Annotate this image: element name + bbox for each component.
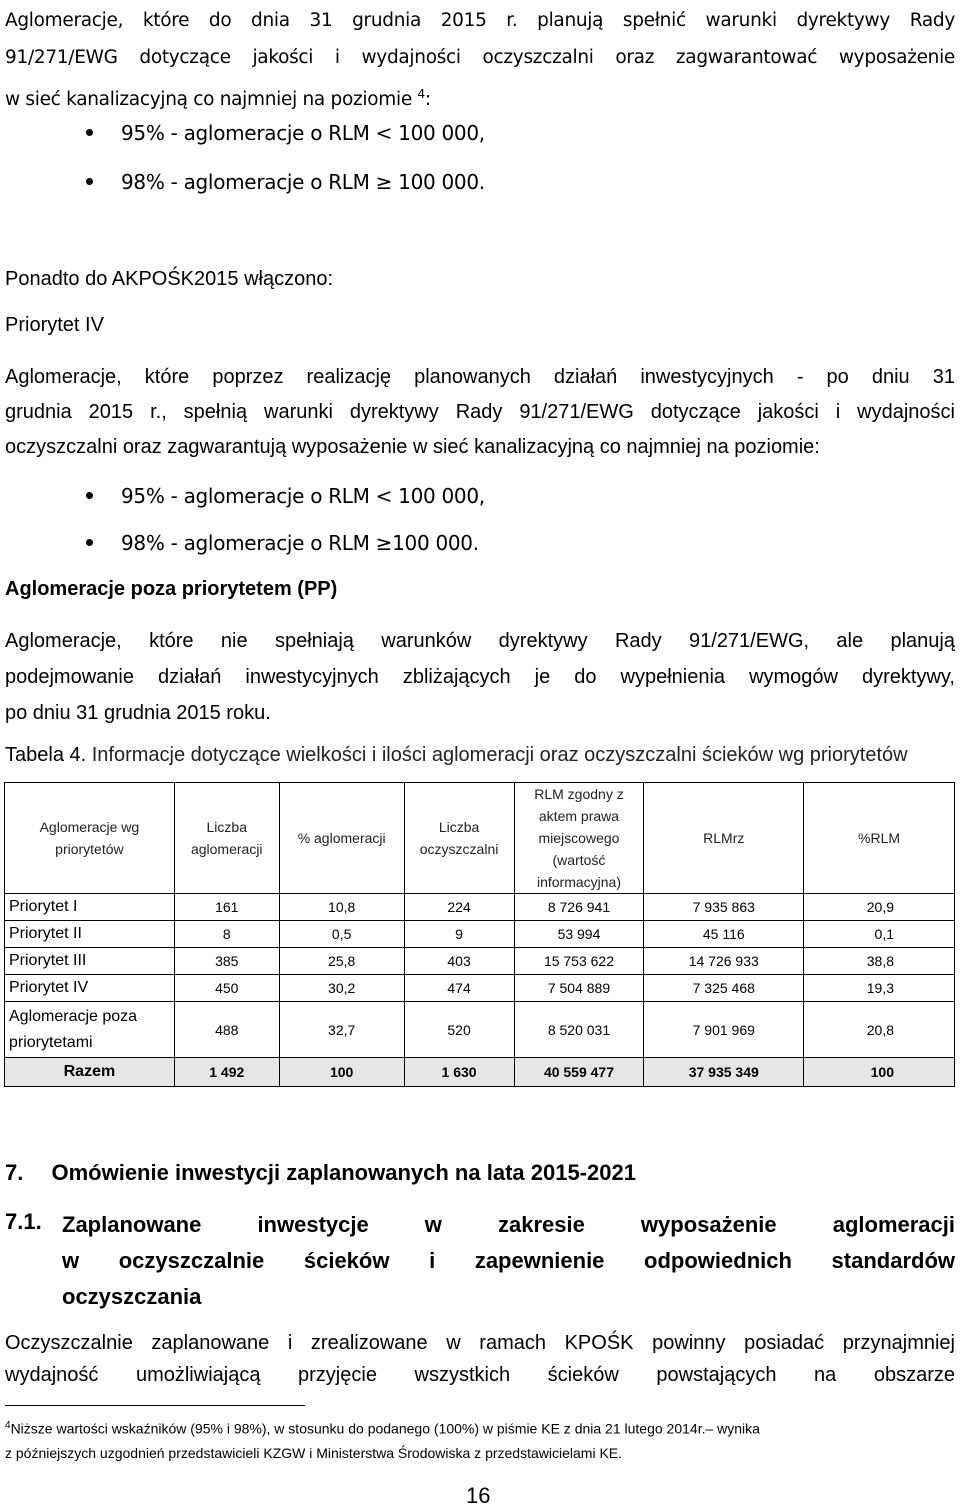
priority-iv-heading: Priorytet IV (5, 314, 104, 336)
footnote-line: z późniejszych uzgodnień przedstawicieli KZGW i Ministerstwa Środowiska z przedstawicielami KE. (5, 1445, 623, 1461)
priority-iv-line: grudnia 2015 r., spełnią warunki dyrektywy Rady 91/271/EWG dotyczące jakości i wydajności (5, 401, 955, 423)
table-cell: Priorytet III (5, 948, 175, 975)
table-cell: 20,9 (804, 894, 955, 921)
table-cell: 7 504 889 (514, 975, 644, 1002)
table-cell: 32,7 (279, 1002, 404, 1058)
pp-line: Aglomeracje, które nie spełniają warunków dyrektywy Rady 91/271/EWG, ale planują (5, 630, 955, 652)
priority-iv-paragraph (5, 360, 955, 465)
table-cell: 488 (174, 1002, 279, 1058)
table-cell: 10,8 (279, 894, 404, 921)
body-line: Oczyszczalnie zaplanowane i zrealizowane w ramach KPOŚK powinny posiadać przynajmniej (5, 1332, 955, 1354)
intro-line: w sieć kanalizacyjną co najmniej na poziomie $^4$: (5, 87, 431, 111)
table-header-cell: RLMrz (644, 783, 804, 894)
akposk-text: Ponadto do AKPOŚK2015 włączono: (5, 268, 334, 290)
pp-heading: Aglomeracje poza priorytetem (PP) (5, 578, 338, 600)
bullet-icon (86, 539, 93, 546)
page-number: 16 (466, 1483, 491, 1508)
table-row (5, 948, 955, 975)
body-line: wydajność umożliwiającą przyjęcie wszystkich ścieków powstających na obszarze (5, 1364, 955, 1386)
table-cell: 8 (174, 921, 279, 948)
table-cell: 1 492 (174, 1058, 279, 1087)
table-cell: 25,8 (279, 948, 404, 975)
table-cell: 0,1 (804, 921, 955, 948)
footnote-separator (5, 1405, 305, 1406)
table-cell: 53 994 (514, 921, 644, 948)
bullet-icon (86, 178, 93, 185)
table-cell: 38,8 (804, 948, 955, 975)
section-7-1-number: 7.1. (5, 1209, 42, 1234)
footnote-line: $^4$Niższe wartości wskaźników (95% i 98%), w stosunku do podanego (100%) w piśmie KE z dnia 21 lutego 2014r.– wynika (5, 1420, 760, 1437)
table-cell: 403 (404, 948, 514, 975)
body-paragraph (5, 1327, 955, 1391)
table-cell: 14 726 933 (644, 948, 804, 975)
table-caption-text: Informacje dotyczące wielkości i ilości aglomeracji oraz oczyszczalni ścieków wg priorytetów (91, 744, 908, 766)
table-cell: 224 (404, 894, 514, 921)
table-cell: 8 726 941 (514, 894, 644, 921)
priority-iv-line: Aglomeracje, które poprzez realizację planowanych działań inwestycyjnych - po dniu 31 (5, 366, 955, 388)
section-title: Omówienie inwestycji zaplanowanych na lata 2015-2021 (51, 1160, 636, 1185)
table-cell: 161 (174, 894, 279, 921)
section-title-line: w oczyszczalnie ścieków i zapewnienie odpowiednich standardów (62, 1248, 955, 1273)
table-cell: 15 753 622 (514, 948, 644, 975)
table-cell: 385 (174, 948, 279, 975)
section-title-line: oczyszczania (62, 1284, 202, 1309)
table-header-cell: Liczba aglomeracji (174, 783, 279, 894)
table-cell: Priorytet I (5, 894, 175, 921)
table-header-cell: RLM zgodny z aktem prawa miejscowego (wartość informacyjna) (514, 783, 644, 894)
table-header-cell: % aglomeracji (279, 783, 404, 894)
table-header-cell: Aglomeracje wg priorytetów (5, 783, 175, 894)
table-row (5, 921, 955, 948)
table-cell: 450 (174, 975, 279, 1002)
table-row (5, 975, 955, 1002)
table-cell: 8 520 031 (514, 1002, 644, 1058)
priority-iv-bullet: 98% - aglomeracje o RLM ≥100 000. (86, 531, 479, 555)
table-cell: 7 935 863 (644, 894, 804, 921)
table-cell: 45 116 (644, 921, 804, 948)
table-cell: 40 559 477 (514, 1058, 644, 1087)
table-row (5, 1002, 955, 1058)
table-cell: 30,2 (279, 975, 404, 1002)
table-cell: 0,5 (279, 921, 404, 948)
pp-paragraph (5, 623, 955, 731)
table-cell: 520 (404, 1002, 514, 1058)
table-cell: 9 (404, 921, 514, 948)
priority-table (4, 782, 955, 1087)
table-cell: 20,8 (804, 1002, 955, 1058)
table-cell: 19,3 (804, 975, 955, 1002)
table-cell: 7 325 468 (644, 975, 804, 1002)
section-title-line: Zaplanowane inwestycje w zakresie wyposażenie aglomeracji (62, 1212, 955, 1237)
section-7-1-title (62, 1207, 955, 1315)
table-cell: 1 630 (404, 1058, 514, 1087)
table-total-row (5, 1058, 955, 1087)
table-cell: Priorytet IV (5, 975, 175, 1002)
intro-paragraph (5, 2, 955, 118)
bullet-icon (86, 492, 93, 499)
priority-iv-bullet: 95% - aglomeracje o RLM < 100 000, (86, 484, 485, 508)
table-header-cell: Liczba oczyszczalni (404, 783, 514, 894)
table-caption-label: Tabela 4. (5, 744, 87, 766)
table-cell: 37 935 349 (644, 1058, 804, 1087)
table-cell: 100 (279, 1058, 404, 1087)
table-header-row (5, 783, 955, 894)
bullet-icon (86, 129, 93, 136)
intro-line: Aglomeracje, które do dnia 31 grudnia 2015 r. planują spełnić warunki dyrektywy Rady (5, 10, 955, 31)
table-header-cell: %RLM (804, 783, 955, 894)
section-number: 7. (5, 1160, 24, 1185)
table-cell: 100 (804, 1058, 955, 1087)
table-caption (5, 744, 908, 767)
intro-line: 91/271/EWG dotyczące jakości i wydajności oczyszczalni oraz zagwarantować wyposażenie (5, 47, 955, 68)
intro-bullet: 98% - aglomeracje o RLM ≥ 100 000. (86, 170, 485, 194)
pp-line: podejmowanie działań inwestycyjnych zbliżających je do wypełnienia wymogów dyrektywy, (5, 666, 955, 688)
intro-bullet: 95% - aglomeracje o RLM < 100 000, (86, 121, 485, 145)
footnote-ref: 4 (417, 87, 425, 101)
table-cell: Razem (5, 1058, 175, 1087)
table-cell: 474 (404, 975, 514, 1002)
pp-line: po dniu 31 grudnia 2015 roku. (5, 702, 271, 724)
section-7-heading (5, 1160, 636, 1186)
table-row (5, 894, 955, 921)
table-cell: 7 901 969 (644, 1002, 804, 1058)
table-cell: Priorytet II (5, 921, 175, 948)
priority-iv-line: oczyszczalni oraz zagwarantują wyposażenie w sieć kanalizacyjną co najmniej na poziomie: (5, 436, 820, 458)
table-cell: Aglomeracje poza priorytetami (5, 1002, 175, 1058)
